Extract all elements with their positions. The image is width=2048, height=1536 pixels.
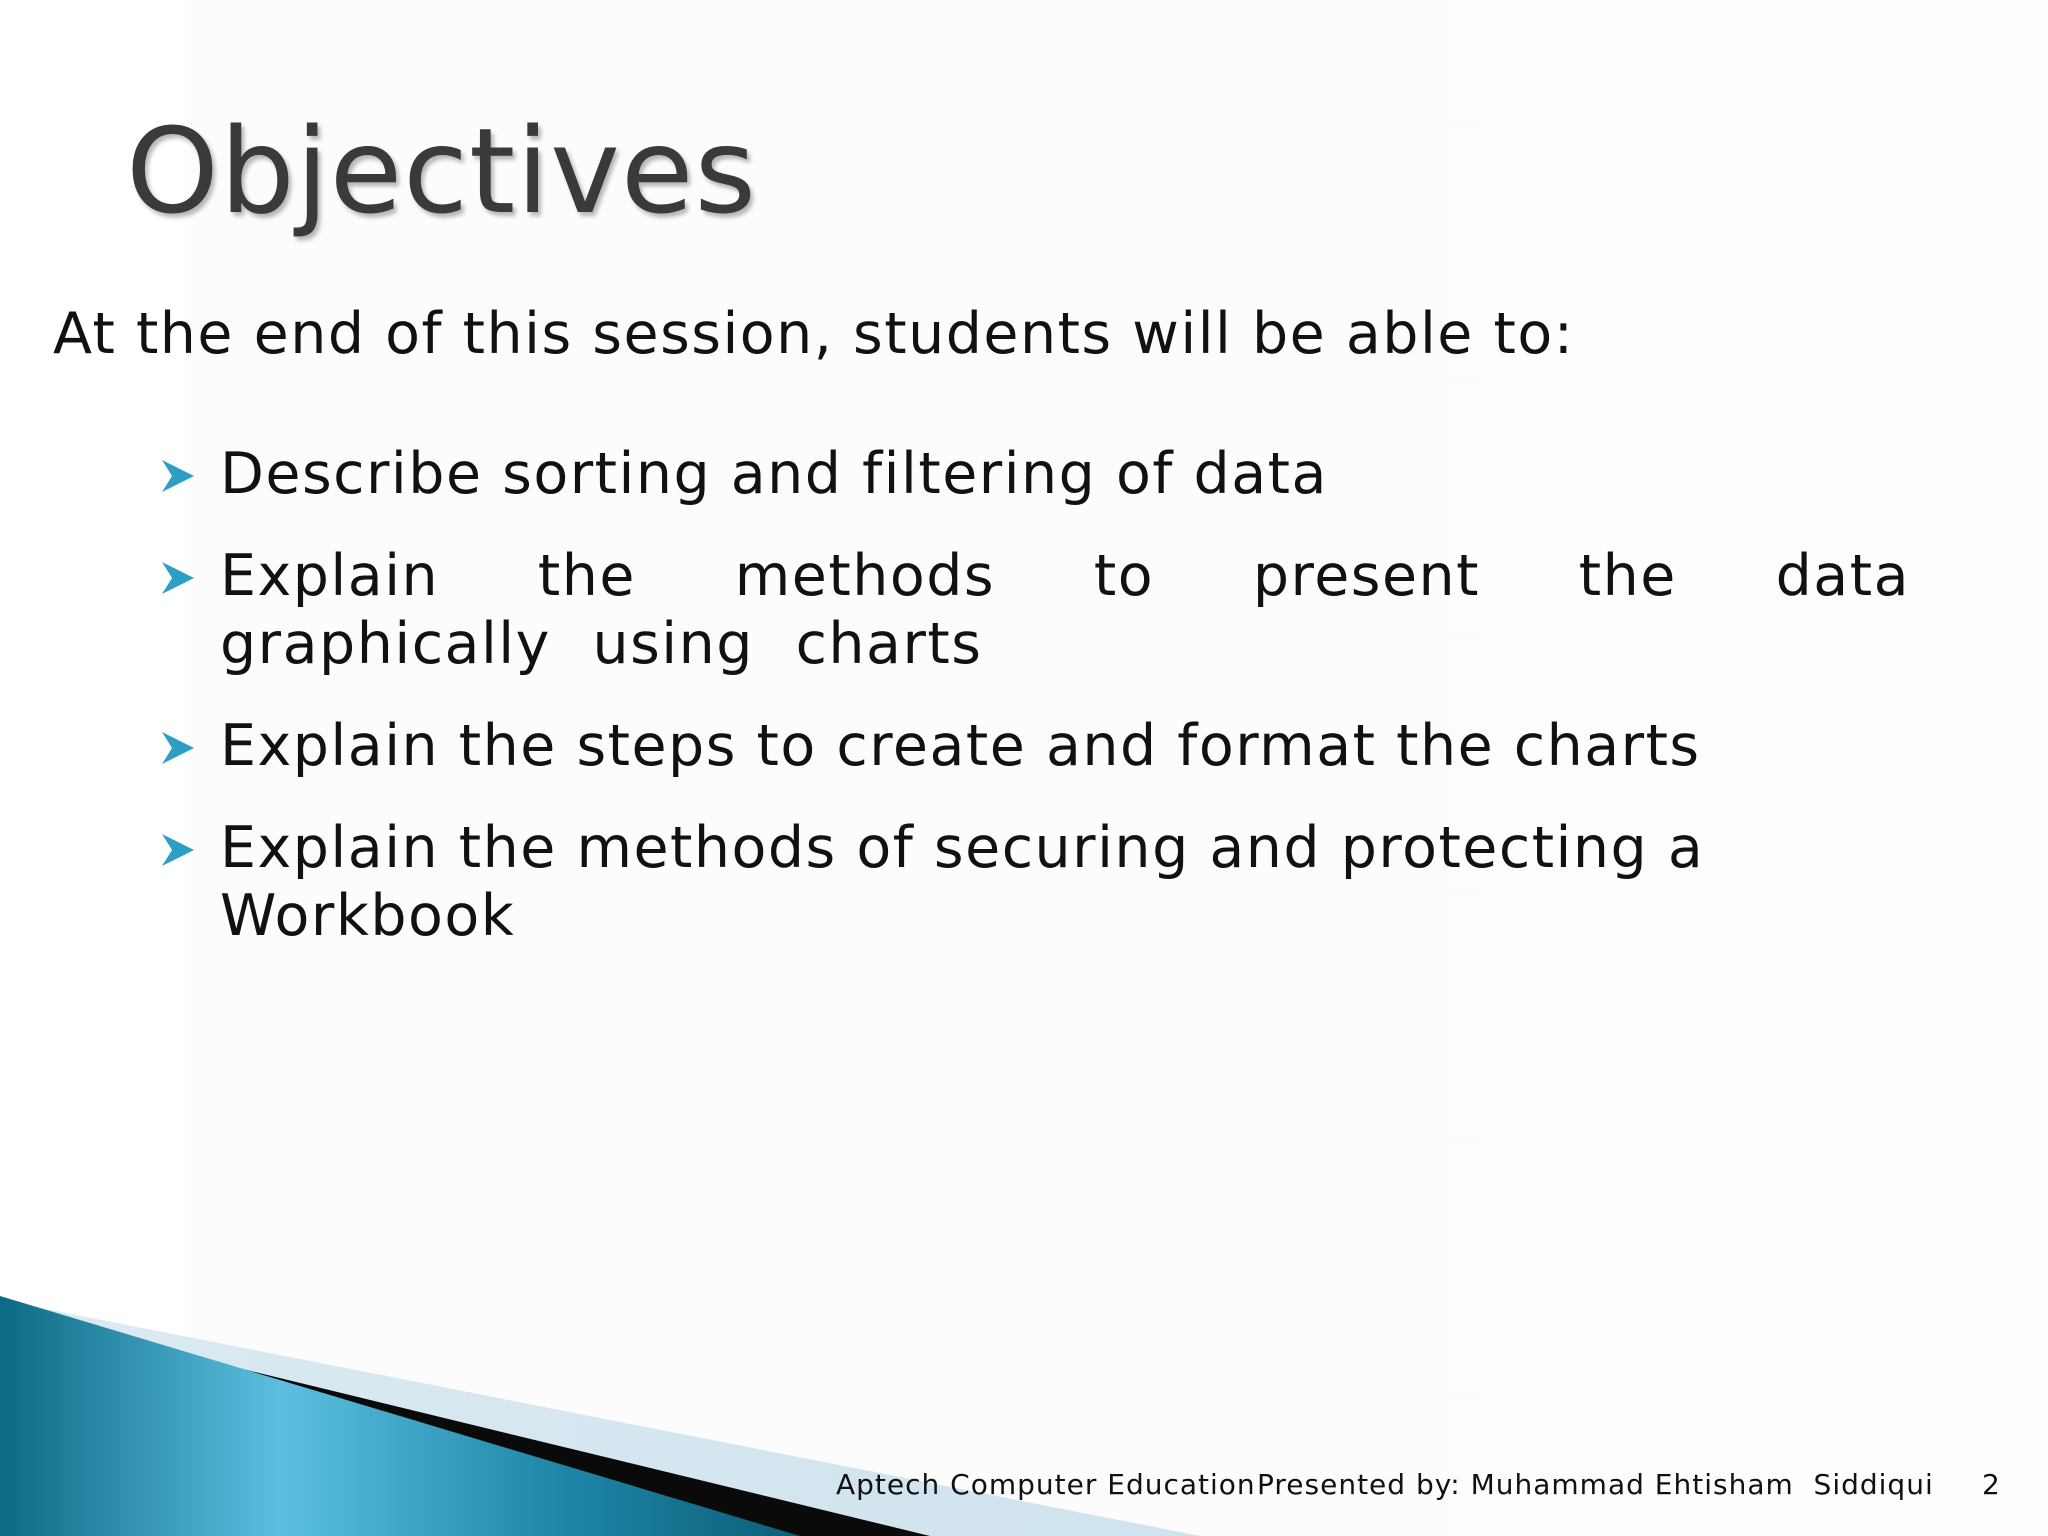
- list-item-text: Explain the methods of securing and protecting a Workbook: [220, 815, 1705, 949]
- list-item: [150, 542, 1910, 678]
- slide-number: 2: [1982, 1468, 2001, 1501]
- intro-text: At the end of this session, students will be able to:: [53, 301, 1575, 367]
- list-item-text: Explain the methods to present the data graphically using charts: [220, 543, 1910, 677]
- list-item-text: Explain the steps to create and format the charts: [220, 713, 1701, 779]
- objectives-list: [150, 440, 1910, 984]
- list-item-text: Describe sorting and filtering of data: [220, 441, 1328, 507]
- slide-title: Objectives: [126, 102, 757, 240]
- list-item: [150, 814, 1910, 950]
- list-item: [150, 712, 1910, 780]
- arrow-bullet-icon: [158, 558, 198, 598]
- footer-presenter: Presented by: Muhammad Ehtisham Siddiqui: [1257, 1468, 1934, 1501]
- wave-blue-band: [0, 1296, 800, 1536]
- arrow-bullet-icon: [158, 830, 198, 870]
- list-item: [150, 440, 1910, 508]
- arrow-bullet-icon: [158, 728, 198, 768]
- arrow-bullet-icon: [158, 456, 198, 496]
- footer-organization: Aptech Computer Education: [836, 1468, 1256, 1501]
